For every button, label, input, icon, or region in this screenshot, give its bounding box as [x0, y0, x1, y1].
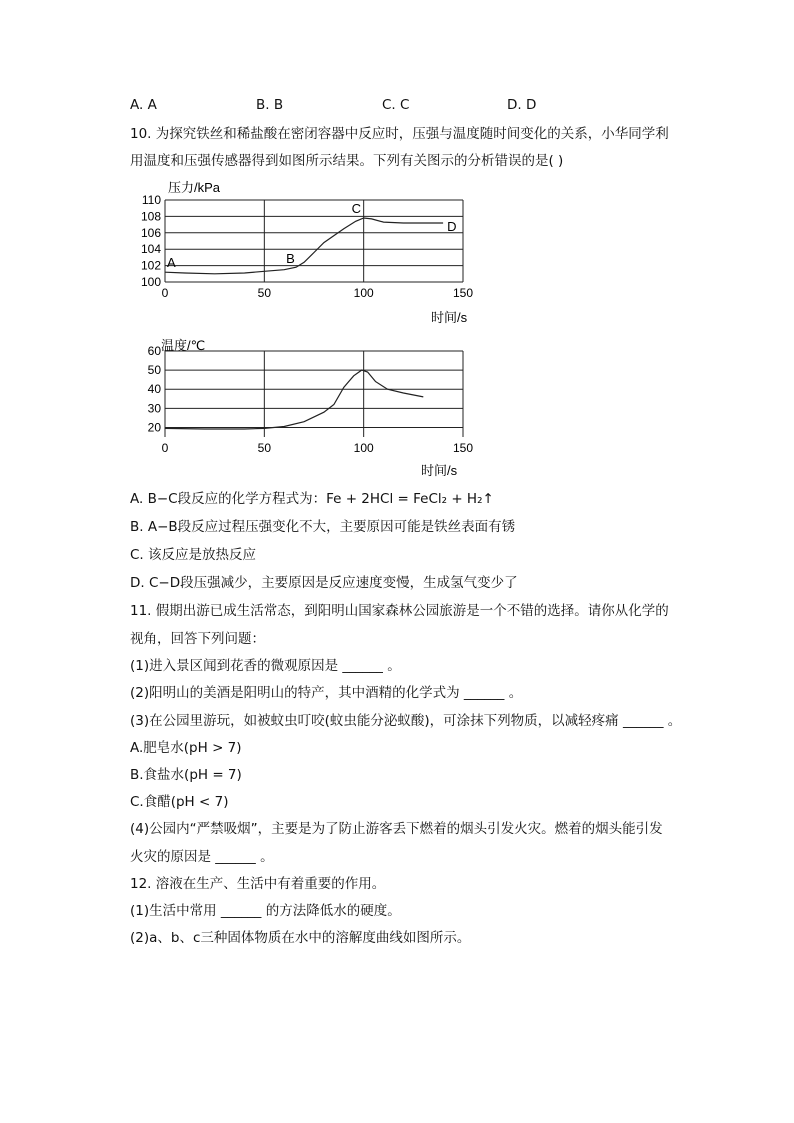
x-tick-label: 100	[353, 441, 374, 455]
q12-part1: (1)生活中常用 ______ 的方法降低水的硬度。	[130, 903, 401, 919]
q11-choice-b: B.食盐水(pH = 7)	[130, 767, 242, 783]
pressure-xlabel: 时间/s	[431, 310, 468, 325]
q10-option-c: C. 该反应是放热反应	[130, 547, 257, 563]
pressure-x-ticks	[162, 286, 474, 300]
q12-part2: (2)a、b、c三种固体物质在水中的溶解度曲线如图所示。	[130, 930, 471, 946]
q11-part2: (2)阳明山的美酒是阳明山的特产，其中酒精的化学式为 ______ 。	[130, 685, 523, 701]
temperature-x-ticks	[162, 441, 474, 455]
x-tick-label: 50	[257, 286, 272, 300]
q12-stem: 12. 溶液在生产、生活中有着重要的作用。	[130, 876, 386, 892]
point-label-c: C	[351, 201, 362, 217]
q10-stem-line1: 10. 为探究铁丝和稀盐酸在密闭容器中反应时，压强与温度随时间变化的关系，小华同学利	[130, 126, 669, 142]
q9-option-c: C. C	[382, 97, 410, 113]
q11-choice-c: C.食醋(pH < 7)	[130, 794, 229, 810]
y-tick-label: 106	[140, 225, 161, 240]
pressure-ylabel: 压力/kPa	[168, 180, 221, 195]
q10-option-a: A. B−C段反应的化学方程式为：Fe + 2HCl = FeCl₂ + H₂↑	[130, 491, 494, 507]
y-tick-label: 40	[147, 382, 161, 397]
y-tick-label: 60	[147, 344, 161, 358]
y-tick-label: 102	[140, 258, 161, 273]
x-tick-label: 0	[161, 441, 169, 455]
temperature-grid	[165, 351, 463, 437]
temperature-curve	[165, 370, 423, 429]
x-tick-label: 0	[161, 286, 169, 300]
q11-choice-a: A.肥皂水(pH > 7)	[130, 740, 242, 756]
y-tick-label: 108	[140, 209, 161, 224]
temperature-y-ticks	[148, 344, 162, 434]
point-label-a: A	[167, 255, 176, 271]
q10-option-d: D. C−D段压强减少，主要原因是反应速度变慢，生成氢气变少了	[130, 575, 518, 591]
q9-option-d: D. D	[507, 97, 537, 113]
x-tick-label: 50	[257, 441, 272, 455]
q10-stem-line2: 用温度和压强传感器得到如图所示结果。下列有关图示的分析错误的是( )	[130, 153, 564, 169]
q9-option-b: B. B	[256, 97, 284, 113]
pressure-annotations	[167, 201, 457, 270]
q9-option-a: A. A	[130, 97, 157, 113]
y-tick-label: 100	[140, 275, 161, 289]
q11-part3: (3)在公园里游玩，如被蚊虫叮咬(蚊虫能分泌蚁酸)，可涂抹下列物质，以减轻疼痛 ______ 。	[130, 713, 682, 729]
x-tick-label: 100	[353, 286, 374, 300]
q11-part1: (1)进入景区闻到花香的微观原因是 ______ 。	[130, 658, 401, 674]
point-label-d: D	[447, 218, 457, 234]
temperature-ylabel: 温度/℃	[161, 338, 206, 353]
y-tick-label: 104	[140, 242, 161, 257]
y-tick-label: 30	[147, 401, 161, 416]
q11-part4-line2: 火灾的原因是 ______ 。	[130, 849, 274, 865]
temperature-xlabel: 时间/s	[421, 463, 458, 478]
y-tick-label: 110	[141, 193, 161, 207]
temperature-chart	[125, 332, 485, 482]
q10-option-b: B. A−B段反应过程压强变化不大，主要原因可能是铁丝表面有锈	[130, 519, 516, 535]
q11-stem-line2: 视角，回答下列问题：	[130, 631, 265, 647]
y-tick-label: 20	[147, 420, 161, 435]
point-label-b: B	[286, 251, 295, 267]
pressure-grid	[165, 200, 463, 282]
q11-stem-line1: 11. 假期出游已成生活常态，到阳明山国家森林公园旅游是一个不错的选择。请你从化学的	[130, 603, 669, 619]
pressure-chart	[125, 176, 485, 326]
x-tick-label: 150	[452, 286, 474, 300]
q11-part4-line1: (4)公园内“严禁吸烟”，主要是为了防止游客丢下燃着的烟头引发火灾。燃着的烟头能引发	[130, 821, 663, 837]
y-tick-label: 50	[147, 363, 161, 378]
pressure-y-ticks	[141, 193, 161, 289]
x-tick-label: 150	[452, 441, 474, 455]
